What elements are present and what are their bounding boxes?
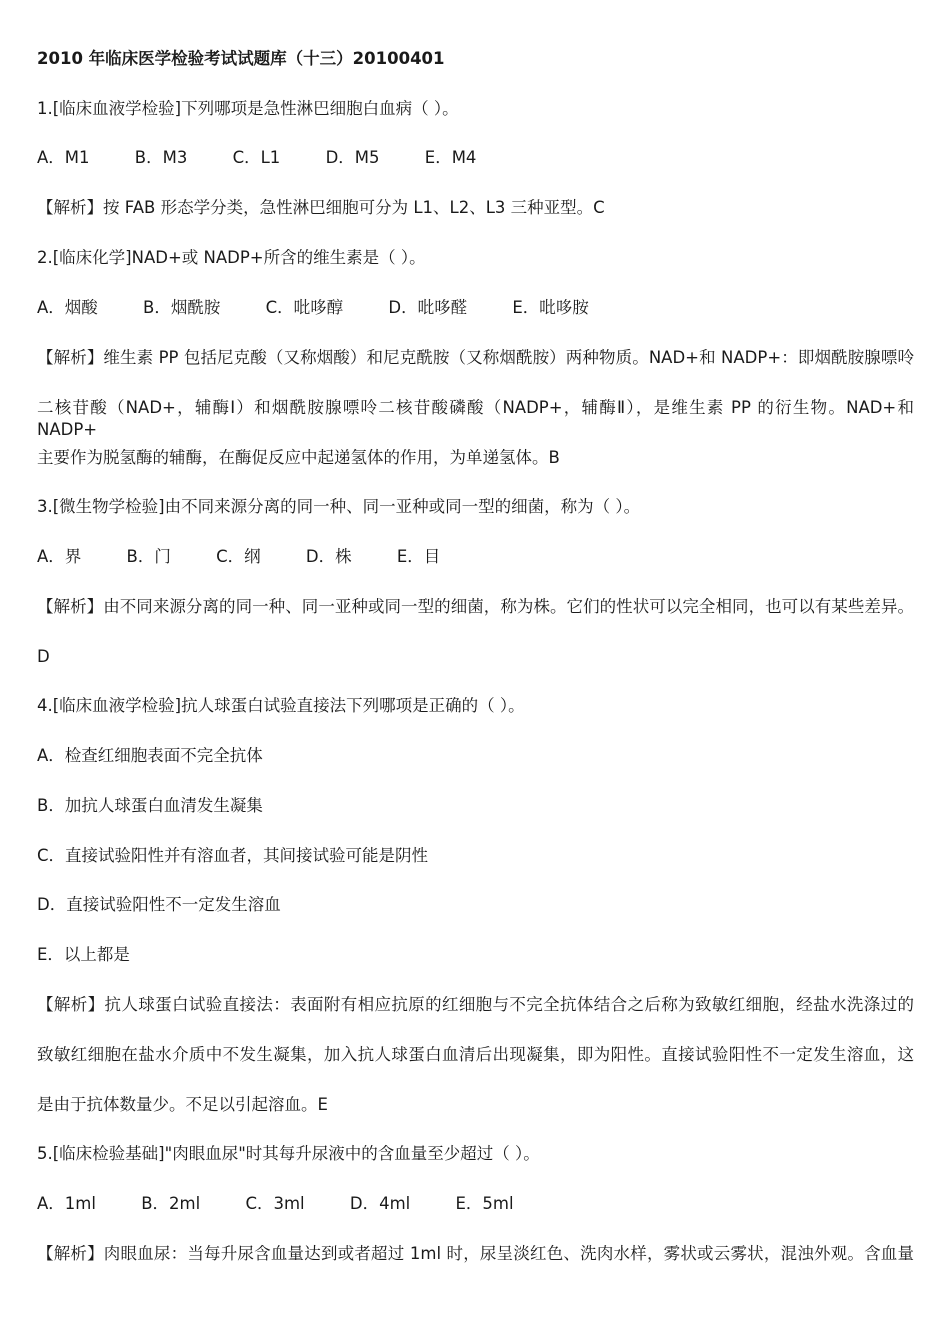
option-e: E．吡哆胺 [512, 298, 589, 317]
question-3-options [37, 546, 914, 568]
question-3-stem: 3.[微生物学检验]由不同来源分离的同一种、同一亚种或同一型的细菌，称为（ ）。 [37, 497, 641, 516]
option-e: E．以上都是 [37, 945, 130, 964]
option-d: D．株 [305, 547, 352, 566]
document-title: 2010 年临床医学检验考试试题库（十三）20100401 [37, 49, 445, 68]
question-4-analysis-line: 是由于抗体数量少。不足以引起溶血。E [37, 1095, 328, 1114]
question-2-options [37, 297, 914, 319]
option-d: D．4ml [349, 1194, 411, 1213]
option-d: D．M5 [325, 148, 380, 167]
option-a: A．界 [37, 547, 82, 566]
question-2-analysis-line: 主要作为脱氢酶的辅酶，在酶促反应中起递氢体的作用，为单递氢体。B [37, 448, 560, 467]
question-4-stem: 4.[临床血液学检验]抗人球蛋白试验直接法下列哪项是正确的（ ）。 [37, 696, 525, 715]
option-b: B．烟酰胺 [143, 298, 221, 317]
option-c: C．纲 [216, 547, 261, 566]
question-2-analysis-line: 二核苷酸（NAD+，辅酶Ⅰ）和烟酰胺腺嘌呤二核苷酸磷酸（NADP+，辅酶Ⅱ），是维生素 PP 的衍生物。NAD+和 NADP+ [37, 398, 914, 439]
option-c: C．直接试验阳性并有溶血者，其间接试验可能是阴性 [37, 846, 429, 865]
question-2-stem: 2.[临床化学]NAD+或 NADP+所含的维生素是（ ）。 [37, 248, 426, 267]
question-5-analysis: 【解析】肉眼血尿：当每升尿含血量达到或者超过 1ml 时，尿呈淡红色、洗肉水样，雾状或云雾状，混浊外观。含血量 [37, 1244, 914, 1263]
question-2-analysis-line: 【解析】维生素 PP 包括尼克酸（又称烟酸）和尼克酰胺（又称烟酰胺）两种物质。NAD+和 NADP+：即烟酰胺腺嘌呤 [37, 348, 914, 367]
option-c: C．吡哆醇 [265, 298, 344, 317]
question-5-options [37, 1193, 914, 1215]
question-1-analysis: 【解析】按 FAB 形态学分类，急性淋巴细胞可分为 L1、L2、L3 三种亚型。C [37, 198, 605, 217]
question-3-analysis-line: D [37, 647, 50, 666]
question-4-analysis-line: 【解析】抗人球蛋白试验直接法：表面附有相应抗原的红细胞与不完全抗体结合之后称为致敏红细胞，经盐水洗涤过的 [37, 995, 914, 1014]
option-d: D．吡哆醛 [388, 298, 468, 317]
option-b: B．门 [126, 547, 171, 566]
option-a: A．1ml [37, 1194, 96, 1213]
option-b: B．2ml [141, 1194, 201, 1213]
option-a: A．检查红细胞表面不完全抗体 [37, 746, 263, 765]
question-5-stem: 5.[临床检验基础]"肉眼血尿"时其每升尿液中的含血量至少超过（ ）。 [37, 1144, 540, 1163]
question-1-options [37, 147, 914, 169]
question-4-analysis-line: 致敏红细胞在盐水介质中不发生凝集，加入抗人球蛋白血清后出现凝集，即为阳性。直接试验阳性不一定发生溶血，这 [37, 1045, 914, 1064]
option-e: E．5ml [455, 1194, 514, 1213]
option-b: B．加抗人球蛋白血清发生凝集 [37, 796, 263, 815]
option-b: B．M3 [134, 148, 188, 167]
question-1-stem: 1.[临床血液学检验]下列哪项是急性淋巴细胞白血病（ ）。 [37, 99, 459, 118]
option-a: A．M1 [37, 148, 90, 167]
question-3-analysis-line: 【解析】由不同来源分离的同一种、同一亚种或同一型的细菌，称为株。它们的性状可以完全相同，也可以有某些差异。 [37, 597, 914, 616]
option-e: E．目 [396, 547, 441, 566]
option-e: E．M4 [424, 148, 477, 167]
option-c: C．3ml [245, 1194, 305, 1213]
option-d: D．直接试验阳性不一定发生溶血 [37, 895, 281, 914]
option-c: C．L1 [232, 148, 281, 167]
option-a: A．烟酸 [37, 298, 98, 317]
